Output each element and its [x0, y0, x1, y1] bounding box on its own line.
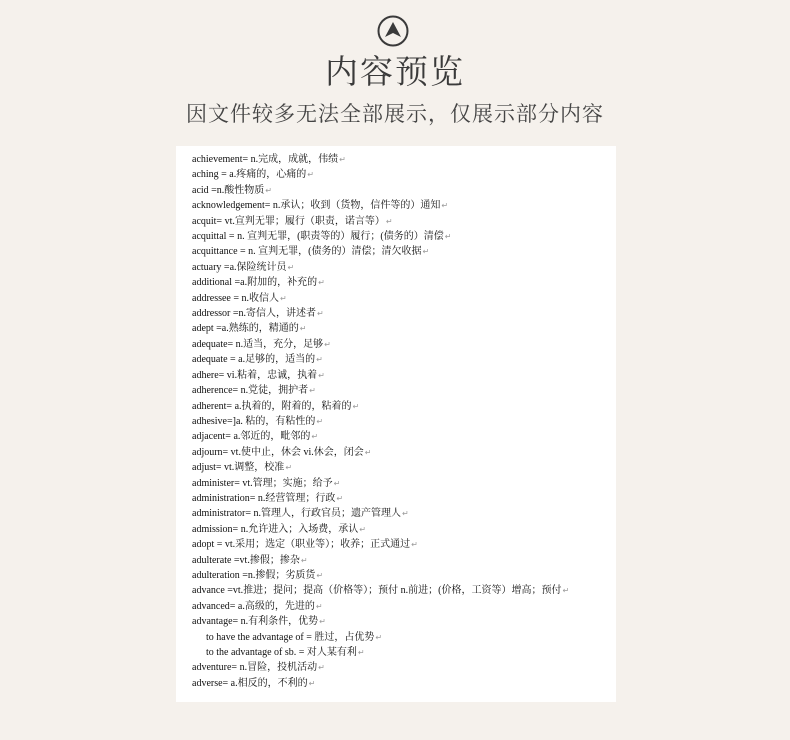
entry-line: adventure= n.冒险，投机活动↵: [192, 662, 325, 674]
entry-line: adjacent= a.邻近的，毗邻的↵: [192, 431, 319, 443]
up-arrow-circle-icon: [377, 15, 409, 47]
entry-line-indented: to have the advantage of = 胜过，占优势↵: [206, 631, 383, 643]
entry-line: achievement= n.完成，成就，伟绩↵: [192, 154, 346, 165]
entry-line: advance =vt.推进；提问；提高（价格等）；预付 n.前进；(价格，工资等）增高；预付↵: [192, 585, 570, 597]
entry-line: acquittal = n. 宣判无罪，(职责等的）履行；(债务的）清偿↵: [192, 231, 452, 243]
entry-line: adequate= n.适当，充分，足够↵: [192, 338, 331, 350]
entry-line: administer= vt.管理；实施；给予↵: [192, 477, 341, 489]
entry-line: administrator= n.管理人，行政官员；遗产管理人↵: [192, 508, 409, 520]
entry-line: actuary =a.保险统计员↵: [192, 261, 295, 273]
entry-line: acknowledgement= n.承认；收到（货物，信件等的）通知↵: [192, 200, 449, 212]
entry-list: [192, 152, 607, 691]
entry-line: adjust= vt.调整，校准↵: [192, 462, 293, 474]
entry-line: acid =n.酸性物质↵: [192, 184, 272, 196]
entry-line: adulteration =n.掺假；劣质货↵: [192, 569, 324, 581]
entry-line: adverse= a.相反的，不利的↵: [192, 677, 316, 689]
page-subtitle: 因文件较多无法全部展示，仅展示部分内容: [186, 102, 604, 126]
entry-line: acquittance = n. 宣判无罪，(债务的）清偿；清欠收据↵: [192, 246, 430, 258]
entry-line: additional =a.附加的，补充的↵: [192, 277, 325, 289]
page-title: 内容预览: [325, 52, 465, 91]
entry-line: advanced= a.高级的，先进的↵: [192, 600, 323, 612]
document-preview[interactable]: [176, 146, 616, 702]
entry-line: addressor =n.寄信人，讲述者↵: [192, 308, 324, 320]
entry-line: adequate = a.足够的，适当的↵: [192, 354, 323, 366]
entry-line-indented: to the advantage of sb. = 对人某有利↵: [206, 647, 365, 658]
entry-line: aching = a.疼痛的，心痛的↵: [192, 169, 314, 181]
entry-line: adhere= vi.粘着，忠诚，执着↵: [192, 369, 325, 381]
entry-line: adherence= n.党徒，拥护者↵: [192, 385, 316, 397]
entry-line: adherent= a.执着的，附着的，粘着的↵: [192, 400, 360, 412]
entry-line: addressee = n.收信人↵: [192, 292, 287, 304]
entry-line: adhesive=]a. 粘的，有粘性的↵: [192, 415, 324, 427]
entry-line: acquit= vt.宣判无罪；履行（职责，诺言等）↵: [192, 215, 393, 227]
entry-line: adopt = vt.采用；选定（职业等）；收养；正式通过↵: [192, 539, 418, 551]
entry-line: advantage= n.有利条件，优势↵: [192, 616, 326, 628]
entry-line: adept =a.熟练的，精通的↵: [192, 323, 307, 335]
entry-line: adulterate =vt.掺假；掺杂↵: [192, 554, 308, 566]
entry-line: admission= n.允许进入；入场费，承认↵: [192, 523, 366, 535]
entry-line: adjourn= vt.使中止，休会 vi.休会，闭会↵: [192, 446, 372, 458]
entry-line: administration= n.经营管理；行政↵: [192, 492, 344, 504]
